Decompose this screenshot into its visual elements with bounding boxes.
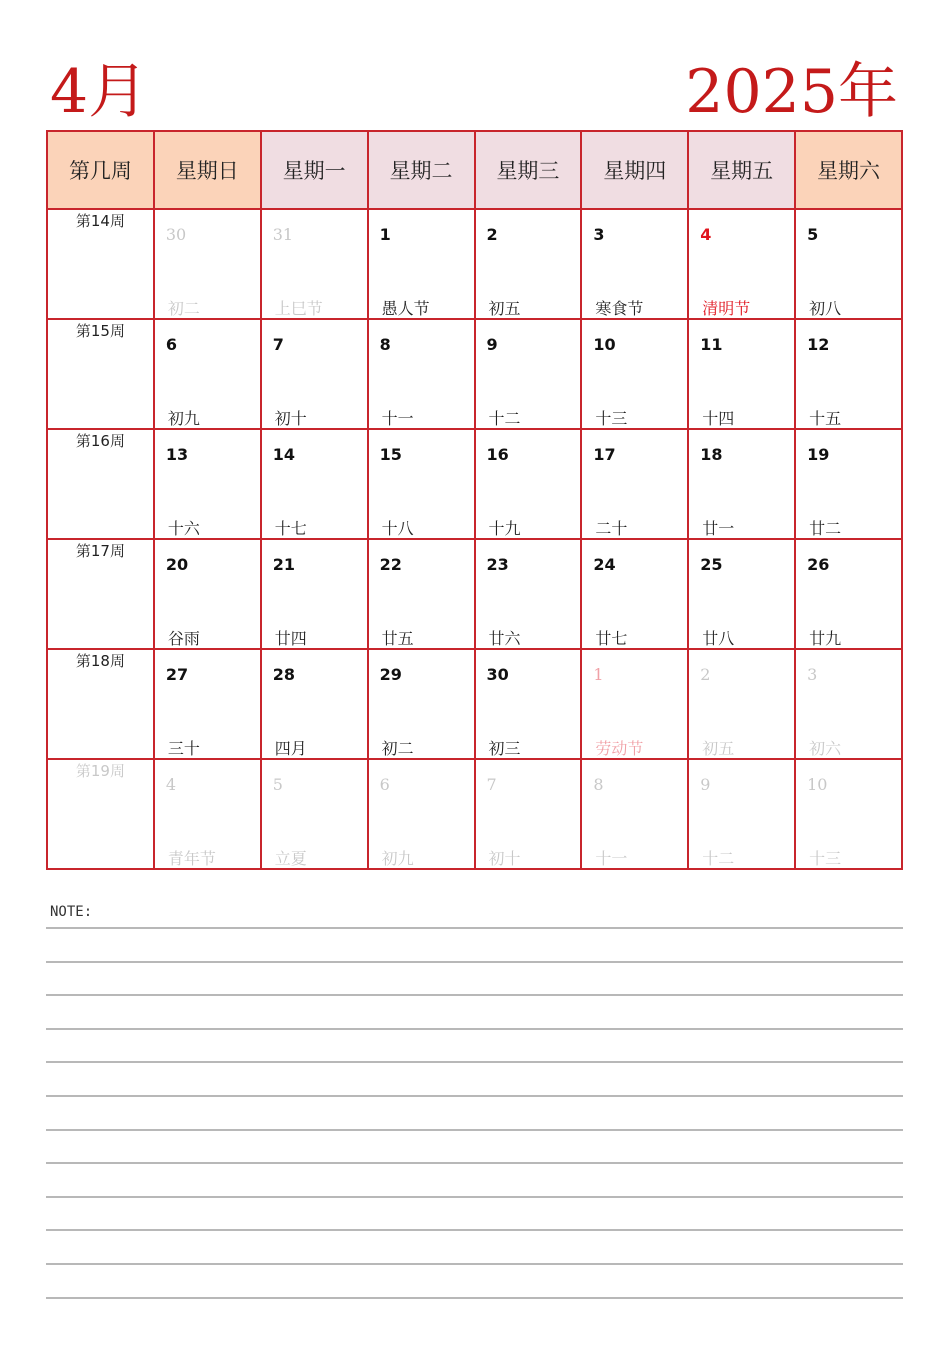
header-friday: 星期五	[688, 131, 795, 209]
lunar-date-label: 十一	[381, 409, 414, 428]
day-cell[interactable]	[475, 539, 582, 649]
day-cell[interactable]	[581, 759, 688, 869]
day-number: 30	[165, 225, 187, 244]
day-number: 2	[700, 665, 711, 684]
day-number: 1	[593, 665, 604, 684]
day-number: 31	[272, 225, 294, 244]
lunar-date-label: 廿二	[809, 519, 842, 538]
day-cell[interactable]	[581, 539, 688, 649]
week-number-cell: 第19周	[47, 759, 154, 869]
header-tuesday: 星期二	[368, 131, 475, 209]
lunar-date-label: 初十	[488, 849, 521, 868]
day-cell[interactable]	[475, 649, 582, 759]
lunar-date-label: 立夏	[274, 849, 307, 868]
day-cell[interactable]	[581, 429, 688, 539]
lunar-date-label: 十六	[167, 519, 200, 538]
lunar-date-label: 四月	[274, 739, 307, 758]
year-title: 2025年	[685, 57, 898, 127]
lunar-date-label: 初八	[809, 299, 842, 318]
day-number: 24	[593, 555, 616, 574]
lunar-date-label: 廿九	[809, 629, 842, 648]
day-number: 3	[807, 665, 818, 684]
day-number: 4	[165, 775, 177, 794]
day-cell[interactable]	[261, 429, 368, 539]
day-number: 1	[379, 225, 391, 244]
day-number: 26	[807, 555, 830, 574]
day-cell[interactable]	[795, 209, 902, 319]
day-number: 30	[486, 665, 509, 684]
lunar-date-label: 初二	[167, 299, 200, 318]
day-number: 27	[165, 665, 189, 684]
day-number: 5	[807, 225, 819, 244]
day-number: 17	[593, 445, 616, 464]
day-cell[interactable]	[475, 209, 582, 319]
month-title: 4月	[50, 57, 149, 127]
note-line[interactable]	[46, 1229, 903, 1231]
lunar-date-label: 初九	[167, 409, 200, 428]
day-cell[interactable]	[581, 209, 688, 319]
week-number-header: 第几周	[47, 131, 154, 209]
lunar-date-label: 廿一	[702, 519, 735, 538]
note-line[interactable]	[46, 1028, 903, 1030]
day-cell[interactable]	[261, 209, 368, 319]
lunar-date-label: 廿六	[488, 629, 521, 648]
weekday-header-row	[47, 131, 902, 209]
header-thursday: 星期四	[581, 131, 688, 209]
day-number: 2	[486, 225, 498, 244]
lunar-date-label: 十四	[702, 409, 735, 428]
day-number: 14	[272, 445, 296, 464]
lunar-date-label: 十九	[488, 519, 521, 538]
lunar-date-label: 十五	[809, 409, 842, 428]
day-number: 5	[272, 775, 283, 794]
note-line[interactable]	[46, 1162, 903, 1164]
day-cell[interactable]	[581, 649, 688, 759]
day-cell[interactable]	[688, 429, 795, 539]
lunar-date-label: 上巳节	[274, 299, 323, 318]
lunar-date-label: 寒食节	[595, 299, 644, 318]
week-number-cell: 第18周	[47, 649, 154, 759]
day-cell[interactable]	[475, 319, 582, 429]
note-line[interactable]	[46, 1095, 903, 1097]
lunar-date-label: 十二	[702, 849, 735, 868]
day-number: 29	[379, 665, 402, 684]
lunar-date-label: 初二	[381, 739, 414, 758]
lunar-date-label: 初九	[381, 849, 414, 868]
day-number: 6	[379, 775, 390, 794]
day-cell[interactable]	[261, 539, 368, 649]
lunar-date-label: 初十	[274, 409, 307, 428]
week-number-cell: 第16周	[47, 429, 154, 539]
lunar-date-label: 初五	[702, 739, 735, 758]
day-number: 18	[700, 445, 723, 464]
lunar-date-label: 十一	[595, 849, 628, 868]
day-cell[interactable]	[368, 759, 475, 869]
day-cell[interactable]	[688, 649, 795, 759]
note-line[interactable]	[46, 1263, 903, 1265]
week-number-cell: 第17周	[47, 539, 154, 649]
day-number: 4	[700, 225, 712, 244]
lunar-date-label: 十三	[595, 409, 628, 428]
day-cell[interactable]	[154, 429, 261, 539]
lunar-date-label: 初六	[809, 739, 842, 758]
day-number: 9	[486, 335, 498, 354]
note-line[interactable]	[46, 994, 903, 996]
lunar-date-label: 廿四	[274, 629, 307, 648]
lunar-date-label: 十三	[809, 849, 842, 868]
day-cell[interactable]	[368, 649, 475, 759]
day-number: 25	[700, 555, 723, 574]
note-line[interactable]	[46, 1061, 903, 1063]
day-cell[interactable]	[368, 429, 475, 539]
day-number: 10	[807, 775, 828, 794]
header-saturday: 星期六	[795, 131, 902, 209]
day-number: 8	[379, 335, 391, 354]
day-cell[interactable]	[261, 649, 368, 759]
day-number: 7	[272, 335, 284, 354]
day-cell[interactable]	[368, 539, 475, 649]
day-number: 9	[700, 775, 711, 794]
day-cell[interactable]	[261, 319, 368, 429]
header-wednesday: 星期三	[475, 131, 582, 209]
lunar-date-label: 谷雨	[167, 629, 200, 648]
day-cell[interactable]	[688, 209, 795, 319]
lunar-date-label: 十七	[274, 519, 307, 538]
day-number: 8	[593, 775, 604, 794]
day-number: 11	[700, 335, 723, 354]
day-number: 3	[593, 225, 605, 244]
day-cell[interactable]	[154, 209, 261, 319]
calendar-grid	[46, 130, 903, 870]
lunar-date-label: 廿五	[381, 629, 414, 648]
day-cell[interactable]	[795, 539, 902, 649]
note-line[interactable]	[46, 1129, 903, 1131]
day-cell[interactable]	[154, 539, 261, 649]
week-row	[47, 429, 902, 539]
day-cell[interactable]	[795, 319, 902, 429]
week-row	[47, 759, 902, 869]
lunar-date-label: 劳动节	[595, 739, 644, 758]
day-cell[interactable]	[368, 319, 475, 429]
day-number: 20	[165, 555, 189, 574]
day-number: 19	[807, 445, 830, 464]
day-cell[interactable]	[368, 209, 475, 319]
day-cell[interactable]	[475, 429, 582, 539]
lunar-date-label: 二十	[595, 519, 628, 538]
day-number: 7	[486, 775, 497, 794]
lunar-date-label: 初五	[488, 299, 521, 318]
header-sunday: 星期日	[154, 131, 261, 209]
lunar-date-label: 初三	[488, 739, 521, 758]
day-number: 13	[165, 445, 189, 464]
week-row	[47, 649, 902, 759]
note-label: NOTE:	[50, 904, 93, 920]
day-number: 23	[486, 555, 509, 574]
week-row	[47, 209, 902, 319]
note-line[interactable]	[46, 927, 903, 929]
lunar-date-label: 三十	[167, 739, 200, 758]
day-number: 16	[486, 445, 509, 464]
lunar-date-label: 十八	[381, 519, 414, 538]
lunar-date-label: 青年节	[167, 849, 216, 868]
day-number: 15	[379, 445, 402, 464]
day-number: 6	[165, 335, 178, 354]
day-number: 21	[272, 555, 296, 574]
lunar-date-label: 愚人节	[381, 299, 430, 318]
week-row	[47, 319, 902, 429]
header-monday: 星期一	[261, 131, 368, 209]
day-cell[interactable]	[688, 539, 795, 649]
day-cell[interactable]	[581, 319, 688, 429]
week-row	[47, 539, 902, 649]
day-number: 12	[807, 335, 830, 354]
day-cell[interactable]	[475, 759, 582, 869]
day-number: 22	[379, 555, 402, 574]
lunar-date-label: 廿七	[595, 629, 628, 648]
note-line[interactable]	[46, 1297, 903, 1299]
day-cell[interactable]	[795, 429, 902, 539]
day-number: 10	[593, 335, 616, 354]
week-number-cell: 第14周	[47, 209, 154, 319]
lunar-date-label: 清明节	[702, 299, 751, 318]
day-cell[interactable]	[261, 759, 368, 869]
day-cell[interactable]	[688, 319, 795, 429]
day-number: 28	[272, 665, 296, 684]
day-cell[interactable]	[795, 649, 902, 759]
day-cell[interactable]	[688, 759, 795, 869]
lunar-date-label: 廿八	[702, 629, 735, 648]
day-cell[interactable]	[795, 759, 902, 869]
week-number-cell: 第15周	[47, 319, 154, 429]
day-cell[interactable]	[154, 649, 261, 759]
note-line[interactable]	[46, 961, 903, 963]
note-line[interactable]	[46, 1196, 903, 1198]
day-cell[interactable]	[154, 759, 261, 869]
lunar-date-label: 十二	[488, 409, 521, 428]
day-cell[interactable]	[154, 319, 261, 429]
